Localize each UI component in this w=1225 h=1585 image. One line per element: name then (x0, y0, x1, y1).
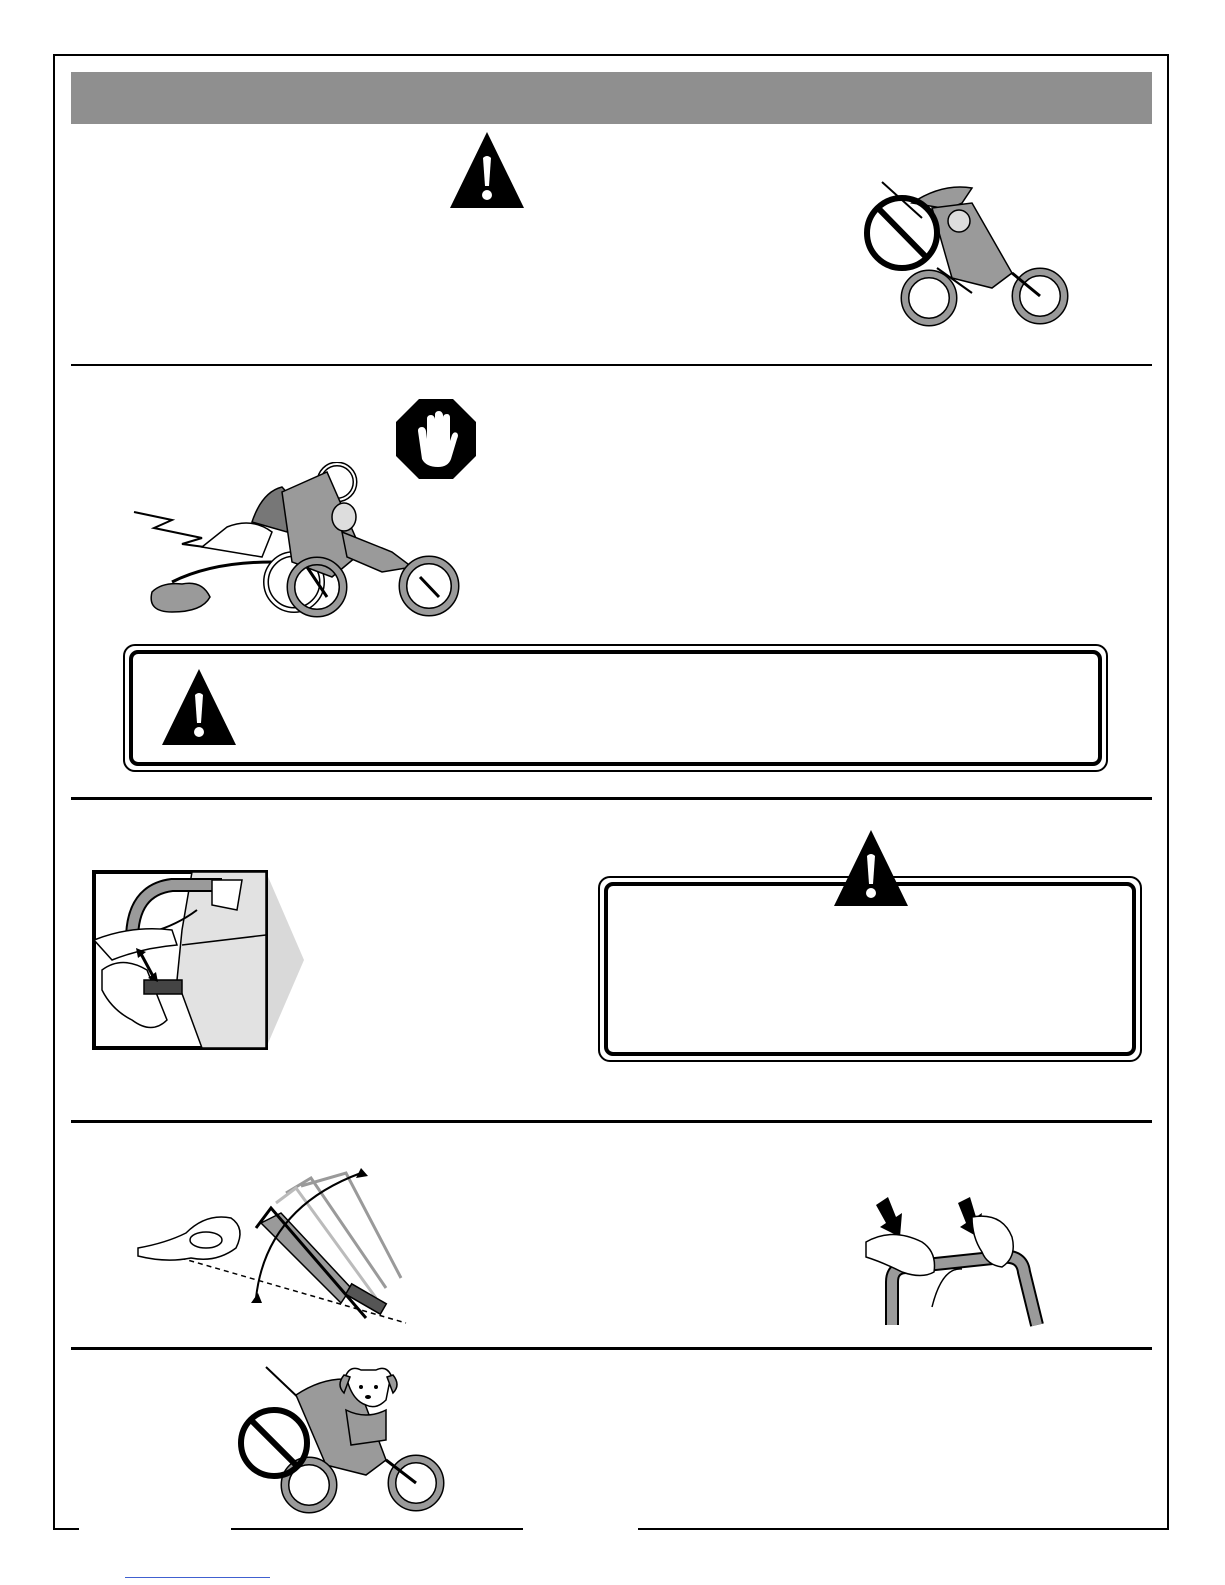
warning-triangle-icon (448, 130, 526, 210)
brake-detail-illustration (92, 870, 304, 1052)
warning-box-inner (129, 650, 1102, 766)
warning-triangle-icon (832, 828, 910, 908)
section-header-bar (71, 72, 1152, 124)
warning-triangle-icon (160, 667, 238, 747)
section-divider (71, 1120, 1152, 1123)
section-divider (71, 1347, 1152, 1350)
frame-bottom-segment (638, 1528, 1169, 1530)
hands-on-handlebar-illustration (862, 1197, 1047, 1327)
section-divider (71, 364, 1152, 366)
frame-bottom-segment (231, 1528, 523, 1530)
stroller-tipping-illustration (132, 462, 462, 622)
no-pets-stroller-illustration (236, 1365, 446, 1515)
frame-bottom-segment (53, 1528, 79, 1530)
section-divider (71, 797, 1152, 800)
warning-box-inner (604, 882, 1136, 1056)
warning-box (123, 644, 1108, 772)
footer-link-underline[interactable] (125, 1577, 270, 1578)
wrist-strap-pivot-illustration (136, 1168, 416, 1338)
no-infant-stroller-illustration (862, 178, 1077, 328)
